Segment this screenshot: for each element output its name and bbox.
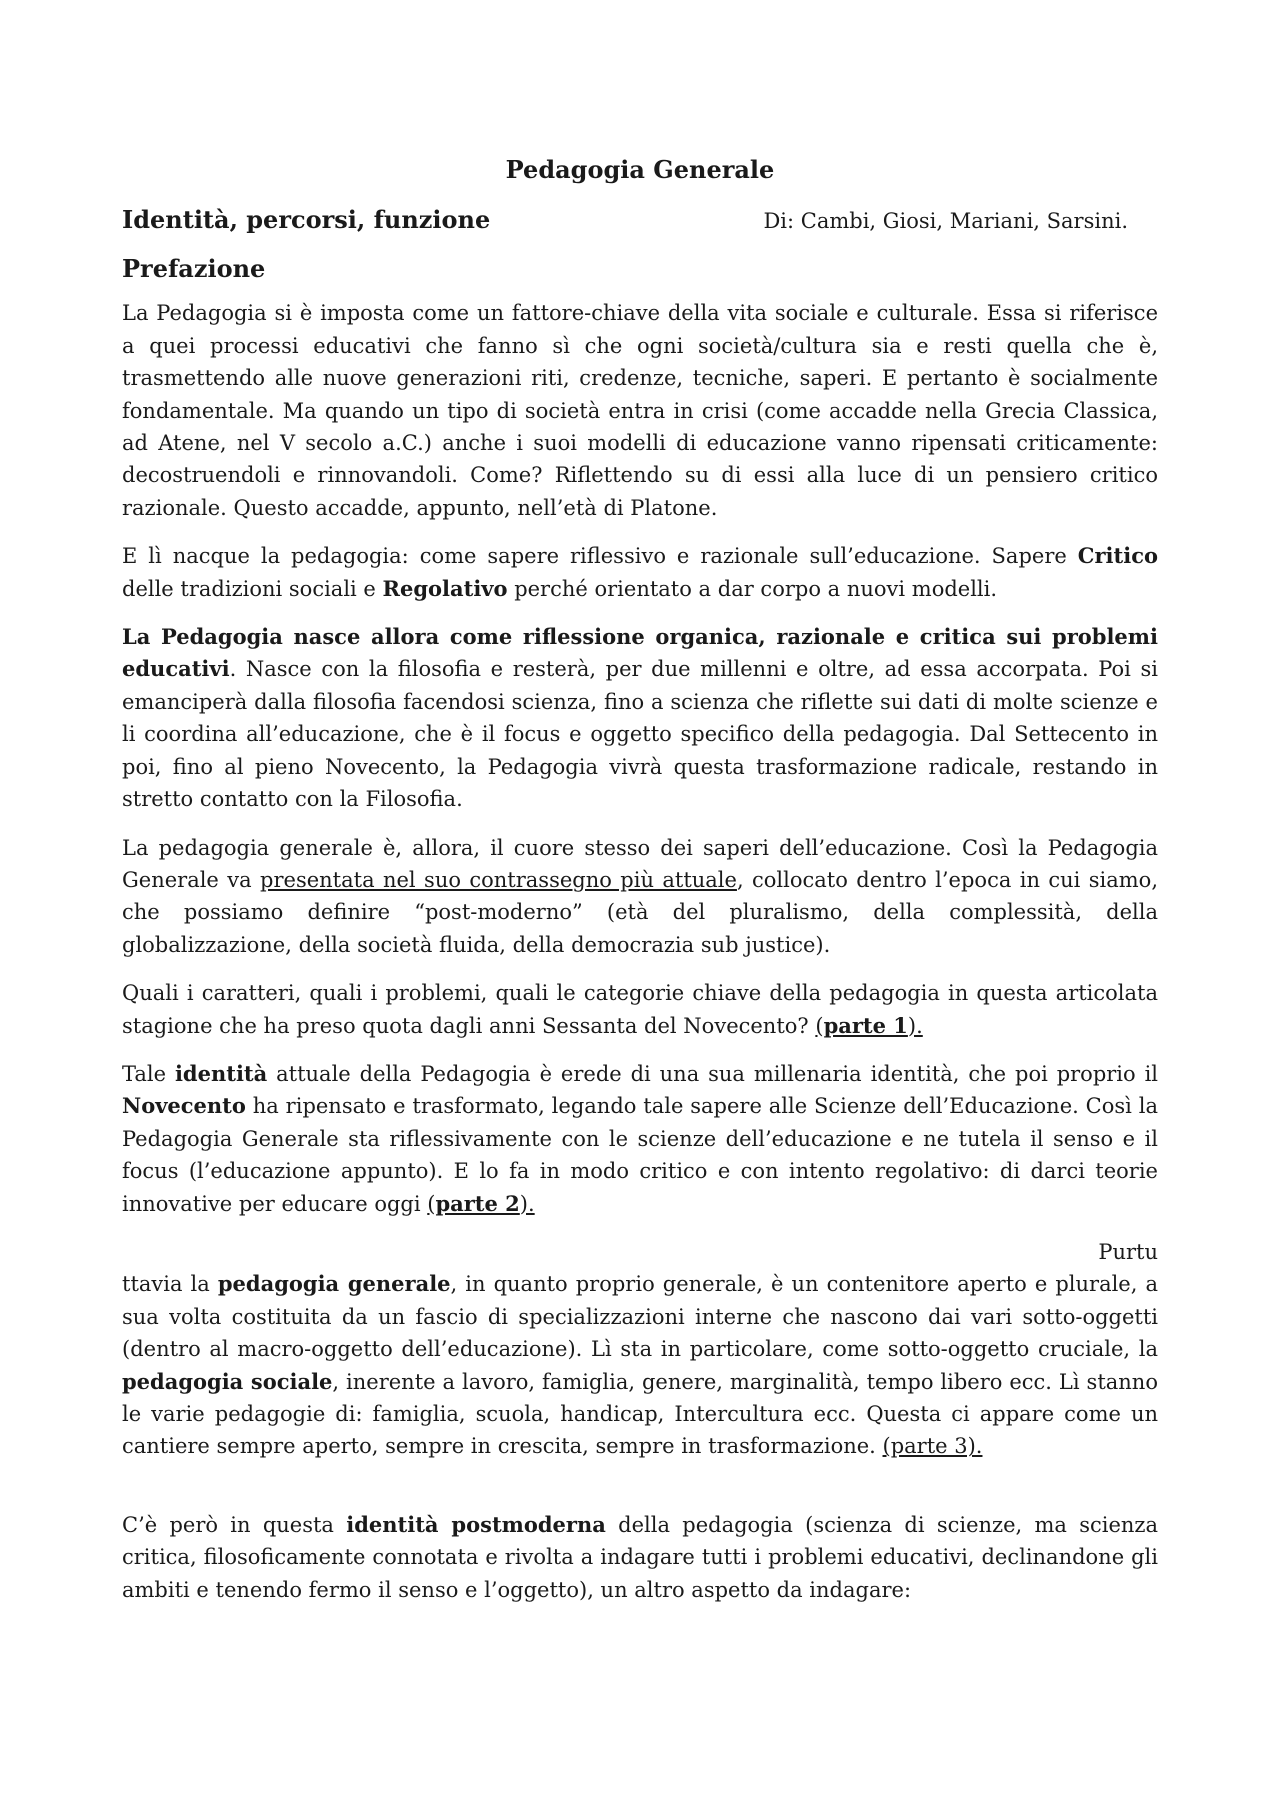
underlined-run: ). xyxy=(907,1013,923,1038)
text-run: La pedagogia generale è, allora, il cuore stesso dei saperi dell’educazione. Così la Pedagogia Generale va xyxy=(122,835,1158,892)
text-run: perché orientato a dar corpo a nuovi modelli. xyxy=(507,576,998,601)
paragraph-8 xyxy=(122,1509,1158,1606)
part-reference: parte 1 xyxy=(823,1012,908,1038)
section-heading: Prefazione xyxy=(122,254,266,284)
text-run: , collocato dentro l’epoca in cui siamo, che possiamo definire “post-moderno” (età del pluralismo, della complessità, della globalizzazione, della società fluida, della democrazia sub justice). xyxy=(122,867,1159,957)
text-run: Tale xyxy=(122,1061,175,1086)
page-title: Pedagogia Generale xyxy=(505,155,775,184)
bold-run: Regolativo xyxy=(382,575,508,601)
text-run: E lì nacque la pedagogia: come sapere riflessivo e razionale sull’educazione. Sapere xyxy=(122,544,1078,569)
paragraph-5 xyxy=(122,977,1158,1042)
paragraph-2 xyxy=(122,540,1158,605)
text-run: ttavia la xyxy=(122,1272,218,1297)
authors-line: Di: Cambi, Giosi, Mariani, Sarsini. xyxy=(763,209,1128,233)
bold-run: identità xyxy=(174,1060,268,1086)
split-word-fragment: Purtu xyxy=(1098,1239,1158,1264)
text-run: della pedagogia (scienza di scienze, ma scienza critica, filosoficamente connotata e rivolta a indagare tutti i problemi educativi, declinandone gli ambiti e tenendo fermo il senso e l’oggetto), un altro aspetto da indagare: xyxy=(122,1512,1159,1602)
text-run: . Nasce con la filosofia e resterà, per due millenni e oltre, ad essa accorpata. Poi si emanciperà dalla filosofia facendosi scienza, fino a scienza che riflette sui dati di molte scienze e li coordina all’educazione, che è il focus e oggetto specifico della pedagogia. Dal Settecento in poi, fino al pieno Novecento, la Pedagogia vivrà questa trasformazione radicale, restando in stretto contatto con la Filosofia. xyxy=(122,657,1158,812)
text-run: C’è però in questa xyxy=(122,1512,347,1537)
part-reference: (parte 3). xyxy=(882,1434,983,1459)
text-run: , inerente a lavoro, famiglia, genere, marginalità, tempo libero ecc. Lì stanno le varie pedagogie di: famiglia, scuola, handicap, Intercultura ecc. Questa ci appare come un cantiere sempre aperto, sempre in crescita, sempre in trasformazione. xyxy=(122,1369,1158,1459)
underlined-run: ( xyxy=(427,1191,436,1216)
underlined-run: ( xyxy=(815,1013,824,1038)
underlined-run: ). xyxy=(519,1191,535,1216)
document-subtitle: Identità, percorsi, funzione xyxy=(122,205,491,234)
part-reference: parte 2 xyxy=(435,1190,520,1216)
document-page xyxy=(122,150,1158,1622)
bold-run: pedagogia sociale xyxy=(122,1368,333,1394)
text-run: delle tradizioni sociali e xyxy=(122,576,383,601)
paragraph-6 xyxy=(122,1058,1158,1220)
bold-run: identità postmoderna xyxy=(346,1511,606,1537)
bold-run: La Pedagogia nasce allora come riflessione organica, razionale e critica sui problemi educativi xyxy=(122,624,1158,682)
text-run: Quali i caratteri, quali i problemi, quali le categorie chiave della pedagogia in questa articolata stagione che ha preso quota dagli anni Sessanta del Novecento? xyxy=(122,981,1158,1038)
underlined-run: presentata nel suo contrassegno più attuale xyxy=(260,867,737,892)
text-run: , in quanto proprio generale, è un contenitore aperto e plurale, a sua volta costituita da un fascio di specializzazioni interne che nascono dai vari sotto-oggetti (dentro al macro-oggetto dell’educazione). Lì sta in particolare, come sotto-oggetto cruciale, la xyxy=(122,1272,1158,1362)
bold-run: Critico xyxy=(1077,543,1158,569)
paragraph-7 xyxy=(122,1268,1158,1462)
header-row xyxy=(122,204,1158,237)
bold-run: pedagogia generale xyxy=(217,1271,451,1297)
text-run: attuale della Pedagogia è erede di una sua millenaria identità, che poi proprio il xyxy=(267,1061,1159,1086)
paragraph-3 xyxy=(122,621,1158,815)
paragraph-4 xyxy=(122,832,1158,962)
paragraph-1: La Pedagogia si è imposta come un fattore-chiave della vita sociale e culturale. Essa si riferisce a quei processi educativi che fanno sì che ogni società/cultura sia e resti quella che è, trasmettendo alle nuove generazioni riti, credenze, tecniche, saperi. E pertanto è socialmente fondamentale. Ma quando un tipo di società entra in crisi (come accadde nella Grecia Classica, ad Atene, nel V secolo a.C.) anche i suoi modelli di educazione vanno ripensati criticamente: decostruendoli e rinnovandoli. Come? Riflettendo su di essi alla luce di un pensiero critico razionale. Questo accadde, appunto, nell’età di Platone. xyxy=(122,301,1158,520)
bold-run: Novecento xyxy=(122,1093,246,1119)
text-run: ha ripensato e trasformato, legando tale sapere alle Scienze dell’Educazione. Così la Pedagogia Generale sta riflessivamente con le scienze dell’educazione e ne tutela il senso e il focus (l’educazione appunto). E lo fa in modo critico e con intento regolativo: di darci teorie innovative per educare oggi xyxy=(122,1094,1158,1216)
